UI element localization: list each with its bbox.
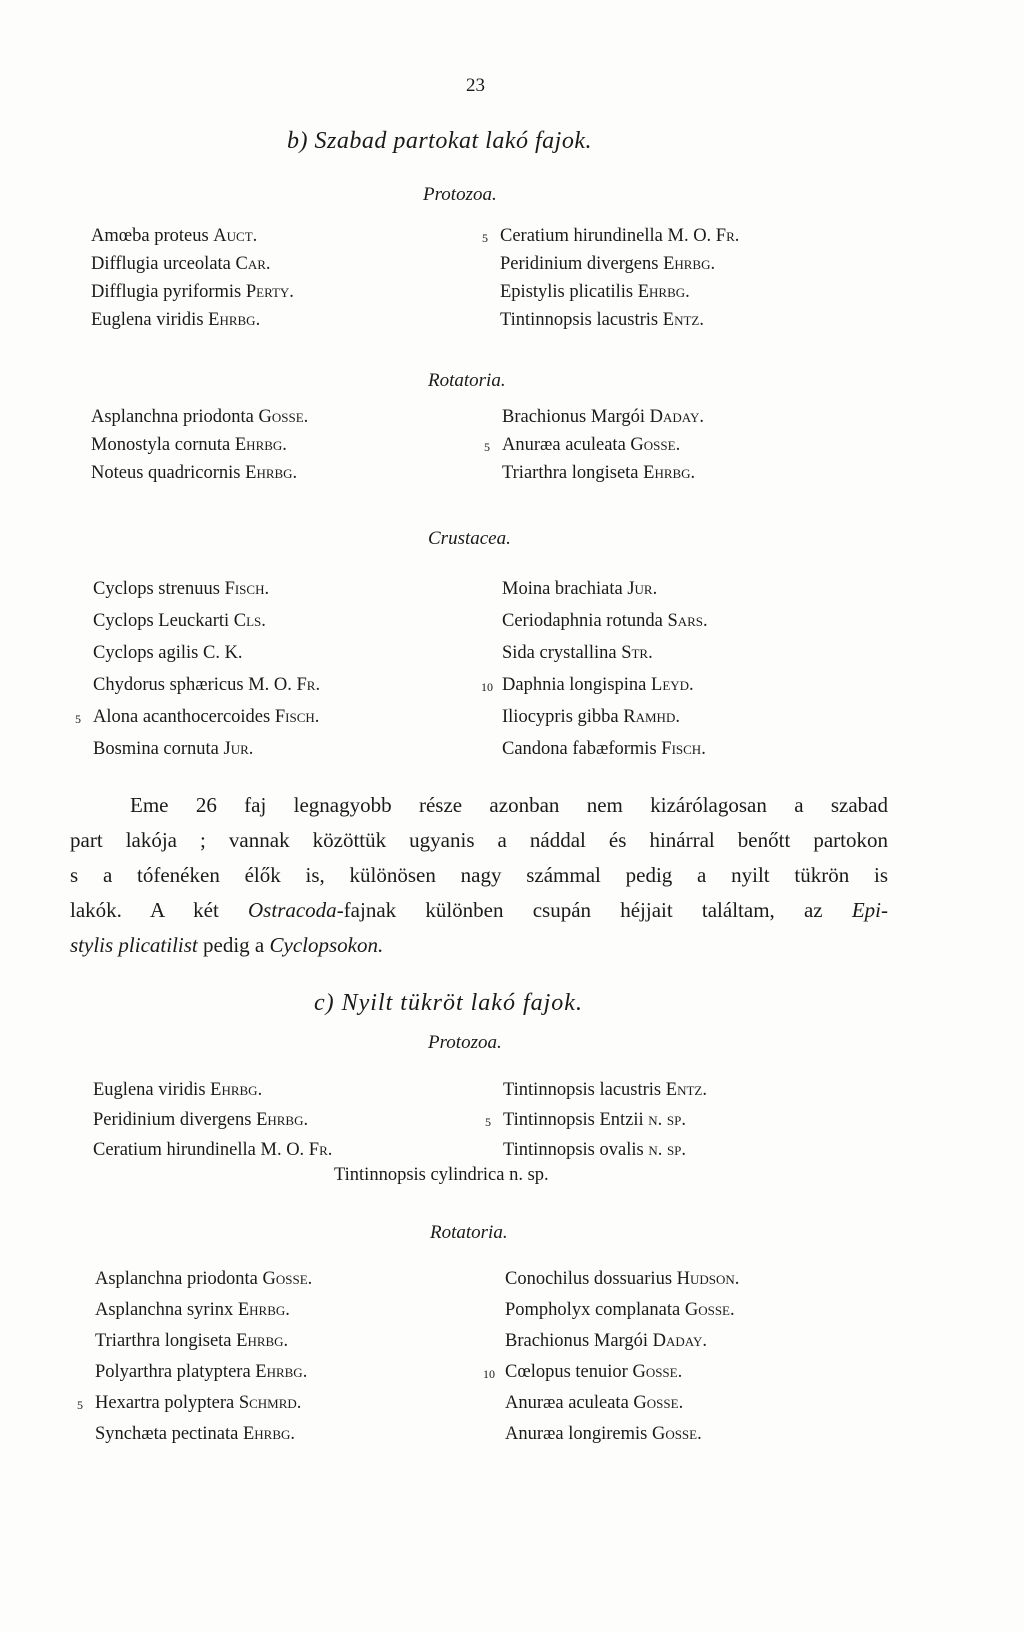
list-item: Brachionus Margói Daday. xyxy=(505,1331,707,1351)
list-item: Anuræa aculeata Gosse. xyxy=(505,1393,684,1413)
section-b-crustacea-left-list xyxy=(75,573,321,765)
list-item: Euglena viridis Ehrbg. xyxy=(93,1080,263,1100)
list-item: Moina brachiata Jur. xyxy=(502,579,658,599)
list-item: Peridinium divergens Ehrbg. xyxy=(93,1110,309,1130)
list-item: Bosmina cornuta Jur. xyxy=(93,739,254,759)
list-item: 5 Hexartra polyptera Schmrd. xyxy=(77,1393,302,1413)
list-item: 5 Ceratium hirundinella M. O. Fr. xyxy=(482,226,740,246)
section-b-title: b) Szabad partokat lakó fajok. xyxy=(287,128,592,154)
list-item: Epistylis plicatilis Ehrbg. xyxy=(500,282,690,302)
body-paragraph xyxy=(70,788,888,963)
list-item: 5 Tintinnopsis Entzii n. sp. xyxy=(485,1110,687,1130)
list-item: Iliocypris gibba Ramhd. xyxy=(502,707,680,727)
list-item: Amœba proteus Auct. xyxy=(91,226,258,246)
list-item: 10 Daphnia longispina Leyd. xyxy=(481,675,694,695)
list-item: Ceratium hirundinella M. O. Fr. xyxy=(93,1140,333,1160)
list-item: Cyclops agilis C. K. xyxy=(93,643,243,663)
list-item: Monostyla cornuta Ehrbg. xyxy=(91,435,287,455)
page-number: 23 xyxy=(466,75,485,96)
list-item: 5 Alona acanthocercoides Fisch. xyxy=(75,707,320,727)
list-item: Synchæta pectinata Ehrbg. xyxy=(95,1424,296,1444)
section-b-crustacea-right-list xyxy=(481,573,708,765)
list-item: Asplanchna syrinx Ehrbg. xyxy=(95,1300,290,1320)
list-item: Cyclops Leuckarti Cls. xyxy=(93,611,266,631)
list-item: Cyclops strenuus Fisch. xyxy=(93,579,270,599)
paragraph-line: part lakója ; vannak közöttük ugyanis a náddal és hinárral benőtt partokon xyxy=(70,828,888,852)
list-item: Asplanchna priodonta Gosse. xyxy=(91,407,309,427)
section-c-protozoa-left-list xyxy=(93,1075,332,1165)
section-c-rotatoria-left-list xyxy=(77,1264,313,1450)
list-item: Brachionus Margói Daday. xyxy=(502,407,704,427)
list-item: Triarthra longiseta Ehrbg. xyxy=(95,1331,289,1351)
section-c-protozoa-right-list xyxy=(485,1075,707,1165)
list-item: Difflugia urceolata Car. xyxy=(91,254,271,274)
list-item: Tintinnopsis ovalis n. sp. xyxy=(503,1140,687,1160)
list-item: 5 Anuræa aculeata Gosse. xyxy=(484,435,681,455)
list-item: Pompholyx complanata Gosse. xyxy=(505,1300,735,1320)
paragraph-line: Eme 26 faj legnagyobb része azonban nem kizárólagosan a szabad xyxy=(130,793,888,817)
list-item: Conochilus dossuarius Hudson. xyxy=(505,1269,740,1289)
section-b-rotatoria-left-list xyxy=(91,403,308,487)
list-item: Anuræa longiremis Gosse. xyxy=(505,1424,702,1444)
paragraph-line: lakók. A két Ostracoda-fajnak különben csupán héjjait találtam, az Epi- xyxy=(70,898,888,922)
list-item: Sida crystallina Str. xyxy=(502,643,653,663)
section-c-rotatoria-right-list xyxy=(483,1264,740,1450)
paragraph-line: s a tófenéken élők is, különösen nagy számmal pedig a nyilt tükrön is xyxy=(70,863,888,887)
section-c-protozoa-heading: Protozoa. xyxy=(428,1032,502,1053)
list-item: Tintinnopsis lacustris Entz. xyxy=(503,1080,707,1100)
section-b-protozoa-right-list xyxy=(482,222,740,334)
section-c-title: c) Nyilt tükröt lakó fajok. xyxy=(314,990,583,1016)
list-item: 10 Cœlopus tenuior Gosse. xyxy=(483,1362,683,1382)
centered-list-item: Tintinnopsis cylindrica n. sp. xyxy=(334,1165,549,1185)
section-b-protozoa-left-list xyxy=(91,222,294,334)
list-item: Triarthra longiseta Ehrbg. xyxy=(502,463,696,483)
list-item: Euglena viridis Ehrbg. xyxy=(91,310,261,330)
list-item: Noteus quadricornis Ehrbg. xyxy=(91,463,298,483)
list-item: Asplanchna priodonta Gosse. xyxy=(95,1269,313,1289)
list-item: Chydorus sphæricus M. O. Fr. xyxy=(93,675,321,695)
list-item: Difflugia pyriformis Perty. xyxy=(91,282,294,302)
list-item: Peridinium divergens Ehrbg. xyxy=(500,254,716,274)
section-c-rotatoria-heading: Rotatoria. xyxy=(430,1222,508,1243)
section-b-protozoa-heading: Protozoa. xyxy=(423,184,497,205)
list-item: Tintinnopsis lacustris Entz. xyxy=(500,310,704,330)
list-item: Ceriodaphnia rotunda Sars. xyxy=(502,611,708,631)
section-b-crustacea-heading: Crustacea. xyxy=(428,528,511,549)
list-item: Candona fabæformis Fisch. xyxy=(502,739,706,759)
paragraph-line: stylis plicatilist pedig a Cyclopsokon. xyxy=(70,933,384,957)
section-b-rotatoria-right-list xyxy=(484,403,704,487)
section-b-rotatoria-heading: Rotatoria. xyxy=(428,370,506,391)
list-item: Polyarthra platyptera Ehrbg. xyxy=(95,1362,308,1382)
